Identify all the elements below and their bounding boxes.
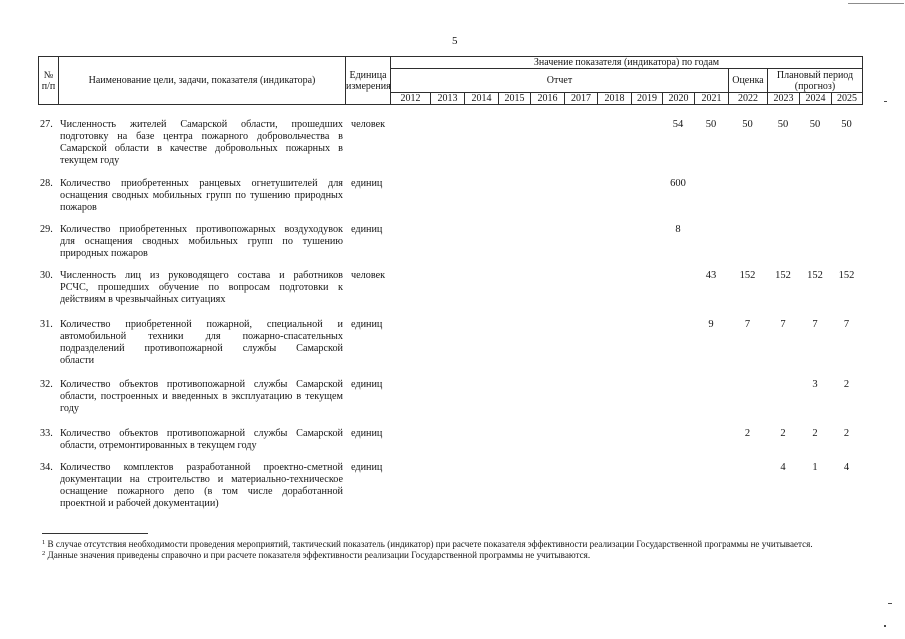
- row-number: 28.: [40, 178, 53, 189]
- indicator-name-line: Численность жителей Самарской области, прошедших: [60, 119, 343, 130]
- indicator-name: [58, 178, 345, 214]
- row-number: 27.: [40, 119, 53, 130]
- indicator-name: [58, 319, 345, 367]
- year-2020: 2020: [663, 93, 695, 105]
- table-row: [38, 178, 862, 214]
- indicator-name-line: Количество приобретенных противопожарных воздуходувок: [60, 224, 343, 235]
- row-number: 32.: [40, 379, 53, 390]
- indicator-name-line: оснащение пожарного депо (в том числе доработанной: [60, 486, 343, 497]
- unit-of-measure: человек: [351, 270, 386, 281]
- indicator-name-line: автомобильной техники для пожарно-спасательных: [60, 331, 343, 342]
- number-sub-label: п/п: [41, 80, 56, 92]
- unit-of-measure: единиц: [351, 319, 383, 330]
- value-2024: 50: [809, 119, 821, 130]
- indicator-name-line: Количество приобретенных ранцевых огнетушителей для: [60, 178, 343, 189]
- col-number-header: [39, 57, 59, 105]
- indicator-name: [58, 224, 345, 260]
- unit-of-measure: единиц: [351, 178, 383, 189]
- table-row: [38, 379, 862, 415]
- value-2022: 7: [744, 319, 751, 330]
- value-2025: 50: [841, 119, 852, 130]
- table-row: [38, 428, 862, 452]
- footnote-separator: [42, 533, 148, 534]
- value-2021: 50: [705, 119, 717, 130]
- indicator-name-line: Самарской области в качестве добровольных пожарных в: [60, 143, 343, 154]
- indicator-name: [58, 462, 345, 510]
- value-2022: 50: [742, 119, 753, 130]
- value-2025: 2: [843, 428, 850, 439]
- number-symbol: №: [43, 69, 54, 81]
- year-2012: 2012: [391, 93, 431, 105]
- scan-speck: [884, 625, 886, 627]
- indicator-name-line: области: [60, 355, 95, 366]
- value-2023: 2: [780, 428, 786, 439]
- value-2021: 9: [708, 319, 714, 330]
- indicator-name-line: Численность лиц из руководящего состава и работников: [60, 270, 343, 281]
- value-2020: 8: [675, 224, 681, 235]
- indicator-name-line: подразделений противопожарной службы Самарской: [60, 343, 343, 354]
- table-row: [38, 462, 862, 510]
- indicator-name-line: подготовку на базе центра пожарного добровольчества в: [60, 131, 343, 142]
- indicator-name-line: для оснащения сводных мобильных групп по тушению: [60, 236, 343, 247]
- table-row: [38, 119, 862, 167]
- row-number: 34.: [40, 462, 53, 473]
- value-2022: 152: [739, 270, 756, 281]
- indicator-name-line: Количество объектов противопожарной службы Самарской: [60, 379, 343, 390]
- year-2022: 2022: [729, 93, 768, 105]
- value-2020: 600: [670, 178, 686, 189]
- value-2023: 152: [775, 270, 791, 281]
- unit-of-measure: человек: [351, 119, 386, 130]
- col-unit-header: Единица измерения: [346, 57, 391, 105]
- indicator-name-line: пожаров: [60, 202, 97, 213]
- year-2018: 2018: [598, 93, 632, 105]
- row-number: 31.: [40, 319, 53, 330]
- footnote-2: [42, 550, 590, 562]
- year-2019: 2019: [632, 93, 663, 105]
- footnote-text: Данные значения приведены справочно и при расчете показателя эффективности реализации Государственной программы не учитываются.: [47, 550, 591, 560]
- indicator-name-line: проектной и рабочей документации): [60, 498, 219, 509]
- year-2016: 2016: [531, 93, 565, 105]
- unit-of-measure: единиц: [351, 379, 383, 390]
- footnote-mark: 2: [42, 550, 46, 557]
- scan-speck: [884, 101, 887, 102]
- indicator-name-line: РСЧС, прошедших обучение по вопросам подготовки к: [60, 282, 343, 293]
- page-number: 5: [452, 35, 458, 47]
- indicator-name-line: оснащения сводных мобильных групп по тушению природных: [60, 190, 343, 201]
- scan-speck: [888, 603, 892, 604]
- report-period-header: Отчет: [391, 69, 729, 93]
- row-number: 29.: [40, 224, 53, 235]
- col-name-header: Наименование цели, задачи, показателя (индикатора): [59, 57, 346, 105]
- value-2025: 152: [838, 270, 855, 281]
- year-2021: 2021: [695, 93, 729, 105]
- year-2023: 2023: [768, 93, 800, 105]
- indicator-name-line: действиям в чрезвычайных ситуациях: [60, 294, 226, 305]
- value-2024: 7: [812, 319, 818, 330]
- indicator-name: [58, 119, 345, 167]
- value-2025: 2: [843, 379, 850, 390]
- unit-of-measure: единиц: [351, 428, 383, 439]
- table-header: [38, 56, 863, 105]
- value-2024: 1: [812, 462, 818, 473]
- year-2014: 2014: [465, 93, 499, 105]
- year-2013: 2013: [431, 93, 465, 105]
- unit-of-measure: единиц: [351, 224, 383, 235]
- footnote-text: В случае отсутствия необходимости проведения мероприятий, тактический показатель (индикатор) при расчете показателя эффективности реализации Государственной программы не учитывается.: [47, 539, 813, 549]
- unit-of-measure: единиц: [351, 462, 383, 473]
- values-by-year-header: Значение показателя (индикатора) по годам: [391, 57, 863, 69]
- indicator-name-line: документации на строительство и материально-техническое: [60, 474, 343, 485]
- indicator-name-line: Количество объектов противопожарной службы Самарской: [60, 428, 343, 439]
- indicator-name-line: области, построенных и введенных в эксплуатацию в текущем: [60, 391, 343, 402]
- footnote-mark: 1: [42, 539, 46, 546]
- planned-period-header: Плановый период (прогноз): [768, 69, 863, 93]
- indicator-name-line: Количество комплектов разработанной проектно-сметной: [60, 462, 343, 473]
- indicator-name: [58, 379, 345, 415]
- year-2024: 2024: [800, 93, 832, 105]
- row-number: 30.: [40, 270, 53, 281]
- year-2017: 2017: [565, 93, 598, 105]
- indicator-name-line: области, отремонтированных в текущем году: [60, 440, 257, 451]
- value-2024: 3: [812, 379, 818, 390]
- year-2025: 2025: [832, 93, 863, 105]
- indicator-name-line: году: [60, 403, 80, 414]
- indicator-name: [58, 428, 345, 452]
- indicator-name-line: природных пожаров: [60, 248, 148, 259]
- value-2020: 54: [672, 119, 684, 130]
- value-2025: 4: [843, 462, 850, 473]
- table-row: [38, 270, 862, 306]
- value-2023: 7: [780, 319, 786, 330]
- indicator-name: [58, 270, 345, 306]
- table-row: [38, 224, 862, 260]
- value-2024: 2: [812, 428, 818, 439]
- indicator-name-line: Количество приобретенной пожарной, специальной и: [60, 319, 343, 330]
- value-2024: 152: [807, 270, 823, 281]
- value-2022: 2: [744, 428, 751, 439]
- estimate-header: Оценка: [729, 69, 768, 93]
- indicator-name-line: текущем году: [60, 155, 120, 166]
- value-2025: 7: [843, 319, 850, 330]
- row-number: 33.: [40, 428, 53, 439]
- table-row: [38, 319, 862, 367]
- scan-edge-line: [848, 3, 904, 4]
- value-2023: 50: [777, 119, 789, 130]
- value-2021: 43: [705, 270, 717, 281]
- value-2023: 4: [780, 462, 786, 473]
- year-2015: 2015: [499, 93, 531, 105]
